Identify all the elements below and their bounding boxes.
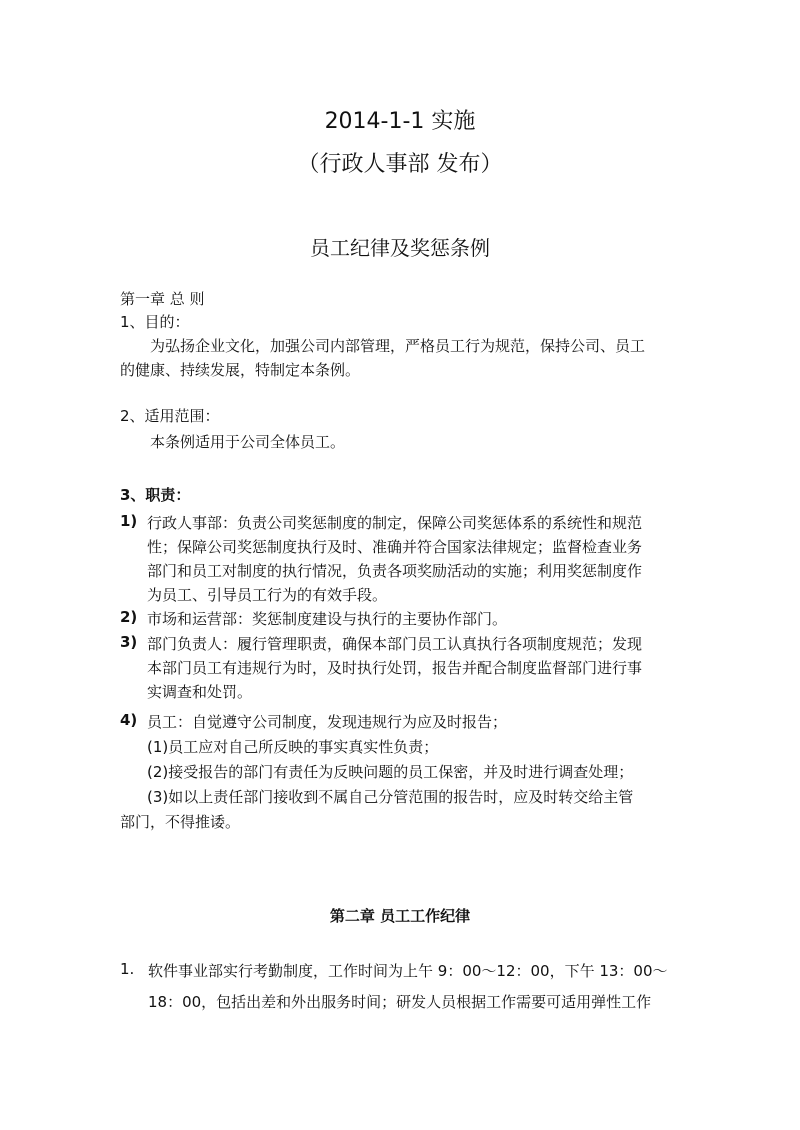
duty-subitem: (3)如以上责任部门接收到不属自己分管范围的报告时，应及时转交给主管 [147, 788, 634, 806]
duty-item-line: 行政人事部：负责公司奖惩制度的制定，保障公司奖惩体系的系统性和规范 [147, 514, 643, 532]
issuer-line: （行政人事部 发布） [297, 152, 503, 177]
duty-item-line: 部门负责人：履行管理职责，确保本部门员工认真执行各项制度规范；发现 [147, 635, 643, 653]
duty-subitem-tail: 部门，不得推诿。 [120, 813, 241, 831]
discipline-item-number: 1. [120, 960, 135, 978]
scope-line: 本条例适用于公司全体员工。 [150, 433, 346, 451]
duty-item-line: 实调查和处罚。 [147, 683, 253, 701]
discipline-item-line: 18：00，包括出差和外出服务时间；研发人员根据工作需要可适用弹性工作 [148, 993, 652, 1011]
effective-date-line: 2014-1-1 实施 [324, 109, 476, 134]
duty-item-line: 性；保障公司奖惩制度执行及时、准确并符合国家法律规定；监督检查业务 [147, 538, 643, 556]
duty-item-line: 部门和员工对制度的执行情况，负责各项奖励活动的实施；利用奖惩制度作 [147, 562, 643, 580]
duty-item-line: 员工：自觉遵守公司制度，发现违规行为应及时报告； [147, 713, 508, 731]
duty-item-line: 市场和运营部：奖惩制度建设与执行的主要协作部门。 [147, 610, 508, 628]
chapter-1-title: 第一章 总 则 [120, 290, 205, 308]
duty-item-number: 2) [120, 608, 138, 626]
scope-heading: 2、适用范围： [120, 407, 220, 425]
duties-heading: 3、职责： [120, 486, 191, 504]
purpose-heading: 1、目的： [120, 313, 190, 331]
duty-item-line: 本部门员工有违规行为时，及时执行处罚，报告并配合制度监督部门进行事 [147, 659, 643, 677]
duty-item-number: 1) [120, 512, 138, 530]
duty-item-line: 为员工、引导员工行为的有效手段。 [147, 586, 388, 604]
duty-item-number: 3) [120, 633, 138, 651]
duty-item-number: 4) [120, 711, 138, 729]
duty-subitem: (1)员工应对自己所反映的事实真实性负责； [147, 738, 439, 756]
document-title: 员工纪律及奖惩条例 [310, 236, 490, 260]
purpose-line: 为弘扬企业文化，加强公司内部管理，严格员工行为规范，保持公司、员工 [150, 337, 646, 355]
discipline-item-line: 软件事业部实行考勤制度，工作时间为上午 9：00～12：00，下午 13：00～ [148, 962, 668, 980]
chapter-2-title: 第二章 员工工作纪律 [329, 907, 471, 925]
duty-subitem: (2)接受报告的部门有责任为反映问题的员工保密，并及时进行调查处理； [147, 763, 634, 781]
purpose-line: 的健康、持续发展，特制定本条例。 [120, 361, 361, 379]
